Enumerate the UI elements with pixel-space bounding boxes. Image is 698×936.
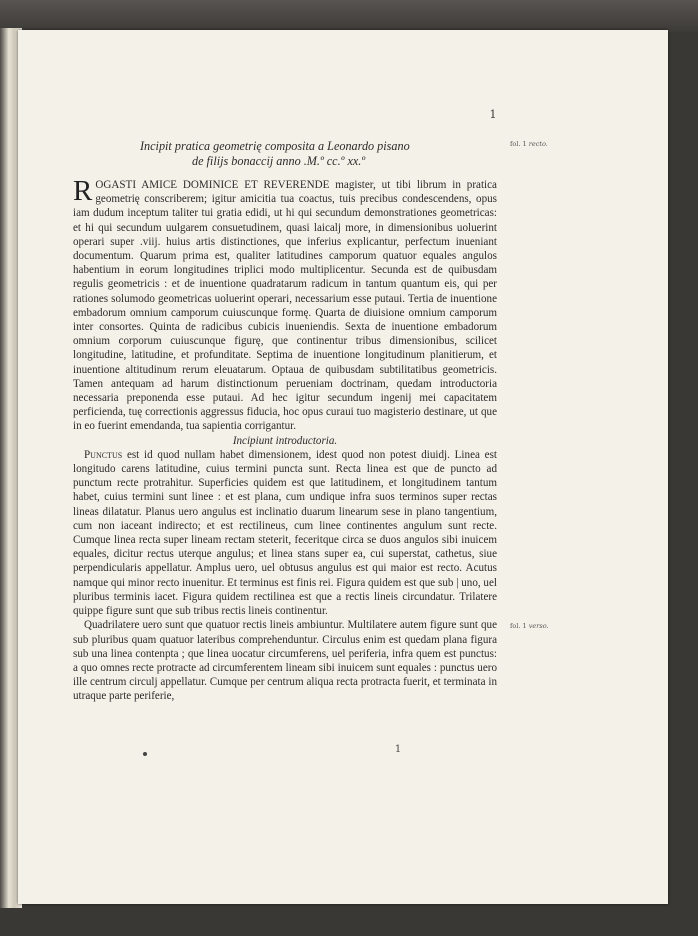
punctus-lead: Punctus (84, 448, 123, 461)
sheet-mark (143, 752, 147, 756)
scan-background-top (0, 0, 698, 32)
page-number: 1 (489, 108, 497, 121)
margin-note-recto: fol. 1 recto. (510, 140, 548, 148)
intro-lead: OGASTI AMICE DOMINICE ET REVERENDE (95, 179, 330, 191)
definitions-paragraph (73, 448, 497, 618)
intro-paragraph (73, 175, 497, 434)
definitions-text: est id quod nullam habet dimensionem, idest quod non potest diuidj. Linea est longitudo carens latitudine, cuius termini puncta sunt. Recta linea est que de puncto ad punctum recte protrahitur. Superficies quidem est que latitudinem, et longitudinem tantum habet, cuius termini sunt linee : et est plana, cum undique infra suos terminos super rectas lineas dilatatur. Planus uero angulus est inclinatio duarum linearum sese in plano tangentium, cum non iaceant indirecto; et est rectilineus, cum linee continentes angulum sunt recte. Cumque linea recta super lineam rectam steterit, feceritque circa se duos angulos sibi inuicem equales, dicitur rectus uterque angulus; et linea stans super ea, cui superstat, cathetus, siue perpendicularis appellatur. Amplus uero, uel obtusus angulus est qui maior est recto. Acutus namque qui minor recto inuenitur. Et terminus est finis rei. Figura quidem est que sub | uno, uel pluribus terminis iacet. Figura quidem rectilinea est que a rectis lineis circundatur. Trilatere quippe figure sunt que sub tribus rectis lineis continentur. (73, 448, 497, 618)
chapter-title (140, 139, 440, 169)
body-text (73, 175, 497, 704)
margin-note-verso: fol. 1 verso. (510, 622, 549, 630)
intro-text: magister, ut tibi librum in pratica geometrię conscriberem; igitur amicitia tua coactus, tuis precibus condescendens, opus iam dudum inceptum taliter tui gratia edidi, ut hi qui secundum demonstrationes geometricas: et hi qui secundum uulgarem consuetudinem, quasi laicalj more, in dimensionibus uoluerint operari super .viij. huius artis distinctiones, que inferius explicantur, perfectum inueniant documentum. Quarum prima est, qualiter latitudines camporum quatuor equales angulos habentium in eorum longitudines triplici modo multiplicentur. Secunda est de quibusdam regulis geometricis : et de inuentione quadratarum radicum in tantum quantum eis, qui per rationes solumodo geometricas uoluerint operari, necessarium esse putaui. Tertia de inuentione embadorum omnium camporum cuiuscunque formę. Quarta de diuisione omnium camporum inter consortes. Quinta de radicibus cubicis inueniendis. Sexta de inuentione embadorum omnium corporum cuiuscunque figurę, que continentur tribus dimensionibus, scilicet longitudine, latitudine, et profunditate. Septima de inuentione longitudinum planitierum, et inuentione altitudinum rerum eleuatarum. Optaua de quibusdam subtilitatibus geometricis. Tamen antequam ad harum distinctionum perueniam doctrinam, quedam introductoria necessaria preponenda esse putaui. Ad hec igitur secundum ingenij mei capacitatem perficienda, tuę correctionis aggressus fiducia, hoc opus curaui tuo magisterio destinare, ut que in eo fuerint emendanda, tua sapientia corrigantur. (73, 179, 497, 433)
signature-number: 1 (394, 744, 402, 755)
title-line-2: de filijs bonaccij anno .M.º cc.º xx.º (192, 154, 366, 168)
figures-paragraph: Quadrilatere uero sunt que quatuor rectis lineis ambiuntur. Multilatere autem figure sunt que sub pluribus quam quatuor lateribus comprehenduntur. Circulus enim est quedam plana figura sub una linea contenpta ; que linea uocatur circumferens, uel periferia, infra quem est punctus: a quo omnes recte protracte ad circumferentem lineam sibi inuicem sunt equales : punctus uero ille centrum circulj appellatur. Cumque per centrum aliqua recta protracta fuerit, et terminata in utraque parte periferie, (73, 619, 497, 703)
title-line-1: Incipit pratica geometrię composita a Leonardo pisano (140, 139, 410, 153)
drop-cap: R (73, 175, 93, 207)
section-subheading: Incipiunt introductoria. (232, 434, 338, 447)
